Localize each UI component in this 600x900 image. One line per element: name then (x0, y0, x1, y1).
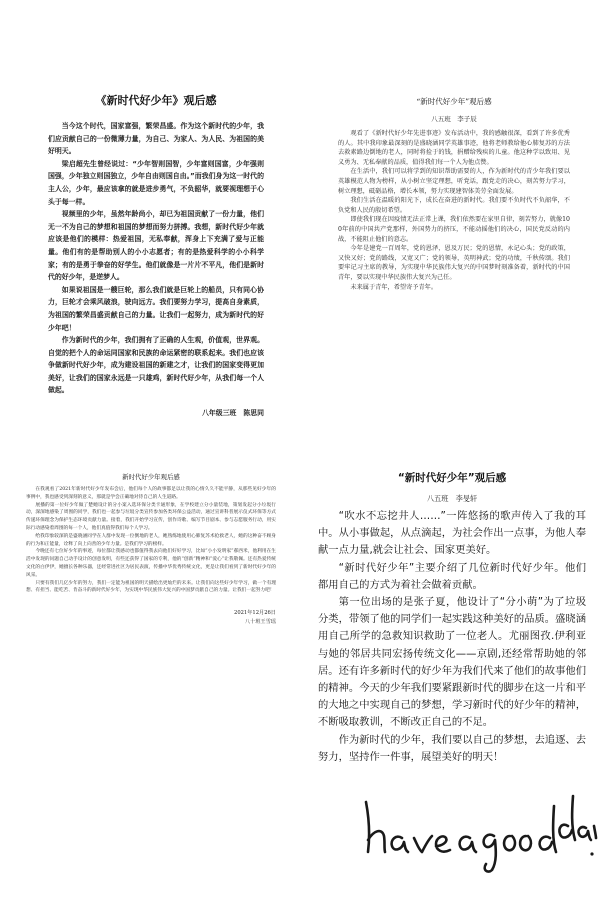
essay-3-paragraph: 今晚还有七位好少年的事迹，每位都让我感动也都值得我去向他们好好学习，比如“小小发明家”郝西米，他利用在生活中发现的问题自己动手设计的创意发明，有些还获得了国家的专利，他的“创新”精神和“爱心”让我敬佩。还有热爱传统文化的白伊伊，她擅长各种乐器，还经常进社区为居民表演，传播中华优秀传统文化，更是让我们看到了新时代好少年的风采。 (26, 549, 276, 578)
essay-3-paragraph: 只要有我们几亿少年的努力，我们一定能为祖国的明天描绘出更灿烂的未来。让我们向这些好少年学习，做一个有理想、有担当、能吃苦、肯奋斗的新时代好少年，为实现中华民族伟大复兴的中国梦贡献自己的力量。让我们一起努力吧！ (26, 580, 276, 594)
essay-2-title: “新时代好少年”观后感 (416, 97, 492, 106)
essay-3-title: 新时代好少年观后感 (122, 473, 180, 481)
essay-4-paragraph: 第一位出场的是张子夏，他设计了“分小萌”为了垃圾分类，带领了他的同学们一起实践这种美好的品质。盛晓涵用自己所学的急救知识救助了一位老人。尤丽图孜.伊利亚与她的邻居共同宏扬传统文化——京剧,还经常帮助她的邻居。还有许多新时代的好少年为我们代来了他们的故事他们的精神。今天的少年我们要紧跟新时代的脚步在这一片和平的大地之中实现自己的梦想，学习新时代的好少年的精神，不断吸取教训，不断改正自己的不足。 (318, 596, 586, 729)
essay-2-paragraph: 我们生活在温暖的阳光下，成长在奋进的新时代。我们要不负时代不负韶华，不负党和人民的殷切希望。 (338, 197, 570, 214)
essay-4-paragraph: “新时代好少年”主要介绍了几位新时代好少年。他们都用自己的方式为着社会做着贡献。 (318, 561, 586, 591)
essay-4-paragraph: “吹水不忘挖井人……”一阵悠扬的歌声传入了我的耳中。从小事做起，从点滴起，为社会作出一点事，为他人奉献一点力量,就会让社会、国家更美好。 (318, 510, 586, 557)
essay-1-title: 《新时代好少年》观后感 (95, 94, 217, 107)
essay-2-byline: 八五班 李子辰 (431, 115, 477, 123)
essay-1-paragraph: 当今这个时代，国家富强，繁荣昌盛。作为这个新时代的少年，我们应贡献自己的一份微薄力量，为自己、为家人、为人民、为祖国的美好明天。 (48, 122, 264, 156)
essay-3-paragraph: 展播的第一位好少年做了楚她设计的分小案入选环保分类卡通形象，在学校建立分小量装地，策划发起分小垃圾行动，深深地感染了周围的同学，我们也一起参与垃圾分类宣传参加各类环保公益活动，通过宣讲科普展示仪式环保等方式传递环保理念为保护生态环境贡献力量。接着，我们开始学习宣传，创作诗歌、编写节目剧本、参与志愿服务行动，用实际行动感染着周围的每一个人，他们真值得我们每个人学习。 (26, 502, 276, 531)
essay-1-body (48, 92, 264, 417)
essay-page-2 (300, 0, 600, 450)
essay-page-1 (0, 0, 300, 450)
essay-4-byline: 八五班 李旻轩 (426, 494, 478, 503)
essay-3-signoff (26, 609, 276, 627)
essay-1-paragraph: 视频里的少年，虽然年龄尚小，却已为祖国贡献了一份力量，他们无一不为自己的梦想和祖国的梦想而努力拼搏。我想，新时代好少年就应该是他们的模样：热爱祖国，无私奉献，浑身上下充满了爱与正能量。他们有的是帮助别人的小小志愿者；有的是热爱科学的小小科学家；有的是勇于拳奋的好学生。他们就像是一片片不平凡，他们是新时代的好少年，是逆梦人。 (48, 210, 264, 282)
essay-3-date: 2021年12月26日 (234, 610, 276, 617)
essay-4-title: “新时代好少年”观后感 (397, 472, 507, 484)
essay-1-paragraph: 梁启超先生曾经说过：“少年智则国智，少年富则国富，少年强则国强，少年独立则国独立，少年自由则国自由。”而我们身为这一时代的主人公，少年，最应该拿的就是进步勇气，不负韶华，就要视理想于心头于每一样。 (48, 159, 264, 206)
essay-3-paragraph: 给我印象较深的是盛晓涵同学在人群中发现一位倒地的老人，她熟练地使用心肺复苏术抢救老人，她的这种奋不顾身的行为和正能量，诠释了向上向善的少年力量。是我们学习的榜样。 (26, 533, 276, 547)
essay-1-signature: 八年级三班 陈思同 (201, 409, 264, 418)
essay-4-body (318, 470, 586, 766)
essay-2-paragraph: 在生活中，我们可以将学到的知识帮助需要的人，作为新时代的青少年我们要以英雄模范人物为榜样，从小树立坚定理想，听党话，跟党走的决心，刻苦努力学习，树立理想，砥砺品格，增长本领，努力实现建智体美劳全面发展。 (338, 168, 570, 195)
essay-page-3 (0, 450, 300, 900)
essay-2-paragraph: 观看了《新时代好少年先进事迹》发布活动中，我的感触很深，看到了许多优秀的人。其中我印象最深刻的是盛晓涵同学英雄事迹，他将老师教给他心肺复苏的方法去救素路边倒地的老人，同时将捡于的钱，捐赠给残疾的儿童。他这种学以致用、见义勇为、无私奉献的品质，值得我们每一个人为他点赞。 (338, 130, 570, 166)
essay-2-paragraph: 未来属于青年，希望寄予青年。 (350, 283, 438, 291)
essay-1-paragraph: 如果说祖国是一艘巨轮，那么我们就是巨轮上的船员，只有同心协力，巨轮才会乘风破浪，驶向远方。我们要努力学习，提高自身素质，为祖国的繁荣昌盛贡献自己的力量。让我们一起努力，成为新时代的好少年吧！ (48, 285, 264, 332)
essay-2-paragraph: 即使我们现在因疫情无法正常上课，我们依然要在家里自律，刻苦努力，就像100年前的中国共产党那样，外国势力的挤压，不能动摇他们的决心，国民党反动的内战，不能阻止他们的意志。 (338, 216, 570, 243)
essay-3-paragraph: 在我观看了2021年新时代好少年发布会后，他们每个人的故事都足以让我的心情久久不能平静，从那些见好少年的事例中，我也感受到深刻的意义，那就是学会正确地对待自己的人生道路。 (26, 487, 276, 500)
essay-4-paragraph: 作为新时代的少年，我们要以自己的梦想，去追逐、去努力，坚持作一件事，展望美好的明天！ (318, 733, 586, 763)
essay-2-body (338, 96, 570, 292)
essay-3-signature: 八十班王雪瑶 (244, 619, 276, 626)
essay-2-paragraph: 今年是建党一百周年，党的恩泽，恩及万民；党的恩情，永记心头；党的政策，又快又好；党的路线，又宽又广；党的领导，英明神武；党的功绩，千秋传颂。我们要牢记习主席的教导，为实现中华民族伟大复兴的中国梦时刻准备着，新时代的中国青年，要以实现中华民族伟大复兴为己任。 (338, 245, 570, 281)
essay-1-paragraph: 作为新时代的少年，我们拥有了正确的人生观，价值观，世界观。自觉的把个人的命运同国家和民族的命运紧密的联系起来。我们也应该争做新时代好少年，成为建设祖国的新建之才，让我们的国家变得更加美好，让我们的国家永远是一只雄鸡，新时代好少年，从我们每一个人做起。 (48, 336, 264, 395)
essay-3-body (26, 472, 276, 627)
handwritten-signature (360, 778, 598, 874)
